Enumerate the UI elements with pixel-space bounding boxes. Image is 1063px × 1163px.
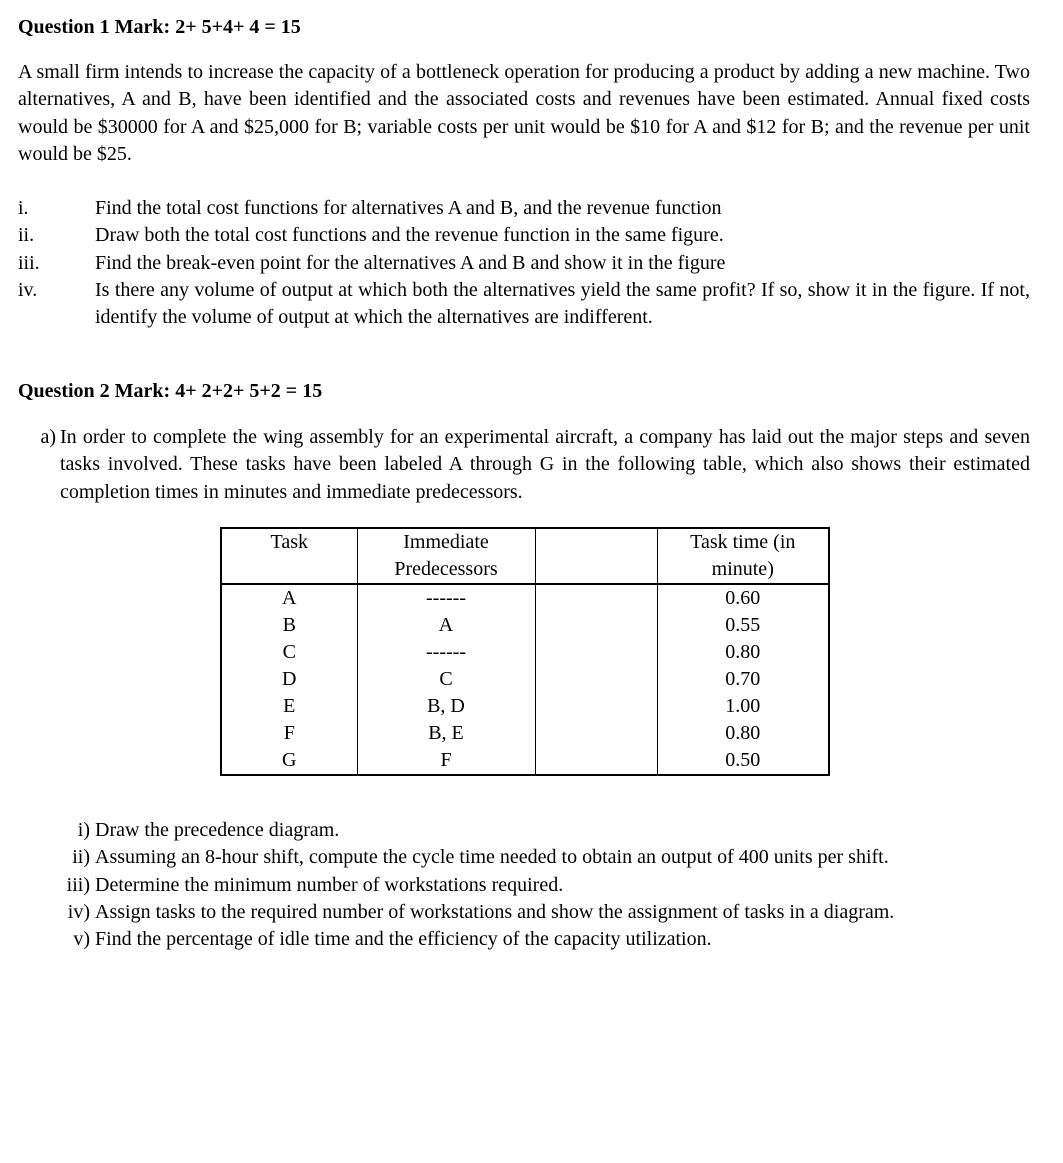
question-2-subitems	[18, 817, 1030, 953]
item-number: ii.	[18, 224, 35, 247]
question-1-title: Question 1 Mark: 2+ 5+4+ 4 = 15	[18, 16, 301, 38]
predecessors-cell: C	[357, 666, 535, 693]
table-row	[221, 612, 829, 639]
item-text: Draw the precedence diagram.	[95, 819, 340, 841]
empty-cell	[535, 666, 657, 693]
table-row	[221, 584, 829, 612]
item-number: iv.	[18, 278, 38, 301]
question-1-intro: A small firm intends to increase the capacity of a bottleneck operation for producing a product by adding a new machine. Two alternatives, A and B, have been identified and the associated costs and revenues have been estimated. Annual fixed costs would be $30000 for A and $25,000 for B; variable costs per unit would be $10 for A and $12 for B; and the revenue per unit would be $25.	[18, 61, 1030, 165]
table-row	[221, 747, 829, 775]
list-item	[18, 899, 1030, 926]
predecessors-cell: ------	[357, 639, 535, 666]
item-number: i)	[77, 819, 90, 841]
list-item	[18, 872, 1030, 899]
table-row	[221, 720, 829, 747]
item-number: v)	[73, 928, 90, 951]
item-text: Assign tasks to the required number of workstations and show the assignment of tasks in a diagram.	[95, 900, 895, 923]
task-time-cell: 0.80	[657, 720, 829, 747]
list-item	[18, 926, 1030, 953]
task-table	[220, 527, 830, 776]
list-item	[18, 817, 1030, 844]
predecessors-cell: F	[357, 747, 535, 775]
list-item	[18, 195, 1030, 222]
item-text: Find the break-even point for the alternatives A and B and show it in the figure	[95, 251, 726, 274]
task-time-cell: 1.00	[657, 693, 829, 720]
predecessors-cell: B, D	[357, 693, 535, 720]
item-text: Assuming an 8-hour shift, compute the cycle time needed to obtain an output of 400 units per shift.	[95, 846, 889, 869]
item-text: Determine the minimum number of workstations required.	[95, 873, 564, 896]
item-text: Is there any volume of output at which both the alternatives yield the same profit? If so, show it in the figure. If not, identify the volume of output at which the alternatives are indifferent.	[95, 278, 1030, 329]
task-time-cell: 0.60	[657, 584, 829, 612]
task-time-cell: 0.70	[657, 666, 829, 693]
part-a-text: In order to complete the wing assembly for an experimental aircraft, a company has laid out the major steps and seven tasks involved. These tasks have been labeled A through G in the following table, which also shows their estimated completion times in minutes and immediate predecessors.	[60, 426, 1030, 503]
table-row	[221, 639, 829, 666]
item-text: Find the percentage of idle time and the efficiency of the capacity utilization.	[95, 928, 712, 951]
empty-cell	[535, 639, 657, 666]
empty-cell	[535, 584, 657, 612]
question-2-title: Question 2 Mark: 4+ 2+2+ 5+2 = 15	[18, 380, 323, 402]
task-time-cell: 0.50	[657, 747, 829, 775]
task-time-cell: 0.80	[657, 639, 829, 666]
list-item	[18, 277, 1030, 332]
list-item	[18, 844, 1030, 871]
predecessors-cell: A	[357, 612, 535, 639]
header-task-time: Task time (in minute)	[657, 528, 829, 584]
empty-cell	[535, 693, 657, 720]
header-empty	[535, 528, 657, 584]
task-cell: F	[221, 720, 357, 747]
question-2-part-a	[18, 424, 1030, 506]
item-number: iii)	[66, 873, 90, 896]
question-1-list	[18, 195, 1030, 331]
header-predecessors: Immediate Predecessors	[357, 528, 535, 584]
empty-cell	[535, 747, 657, 775]
predecessors-cell: ------	[357, 584, 535, 612]
item-number: iv)	[67, 900, 90, 923]
task-cell: E	[221, 693, 357, 720]
list-item	[18, 222, 1030, 249]
task-cell: C	[221, 639, 357, 666]
table-header-row	[221, 528, 829, 584]
item-text: Draw both the total cost functions and the revenue function in the same figure.	[95, 224, 724, 247]
header-task: Task	[221, 528, 357, 584]
task-cell: D	[221, 666, 357, 693]
item-number: i.	[18, 197, 29, 219]
table-row	[221, 666, 829, 693]
task-cell: G	[221, 747, 357, 775]
task-time-cell: 0.55	[657, 612, 829, 639]
list-item	[18, 250, 1030, 277]
predecessors-cell: B, E	[357, 720, 535, 747]
empty-cell	[535, 612, 657, 639]
empty-cell	[535, 720, 657, 747]
item-text: Find the total cost functions for alternatives A and B, and the revenue function	[95, 197, 722, 219]
part-label: a)	[40, 426, 56, 448]
item-number: iii.	[18, 251, 40, 274]
task-cell: B	[221, 612, 357, 639]
task-cell: A	[221, 584, 357, 612]
item-number: ii)	[72, 846, 90, 869]
table-row	[221, 693, 829, 720]
